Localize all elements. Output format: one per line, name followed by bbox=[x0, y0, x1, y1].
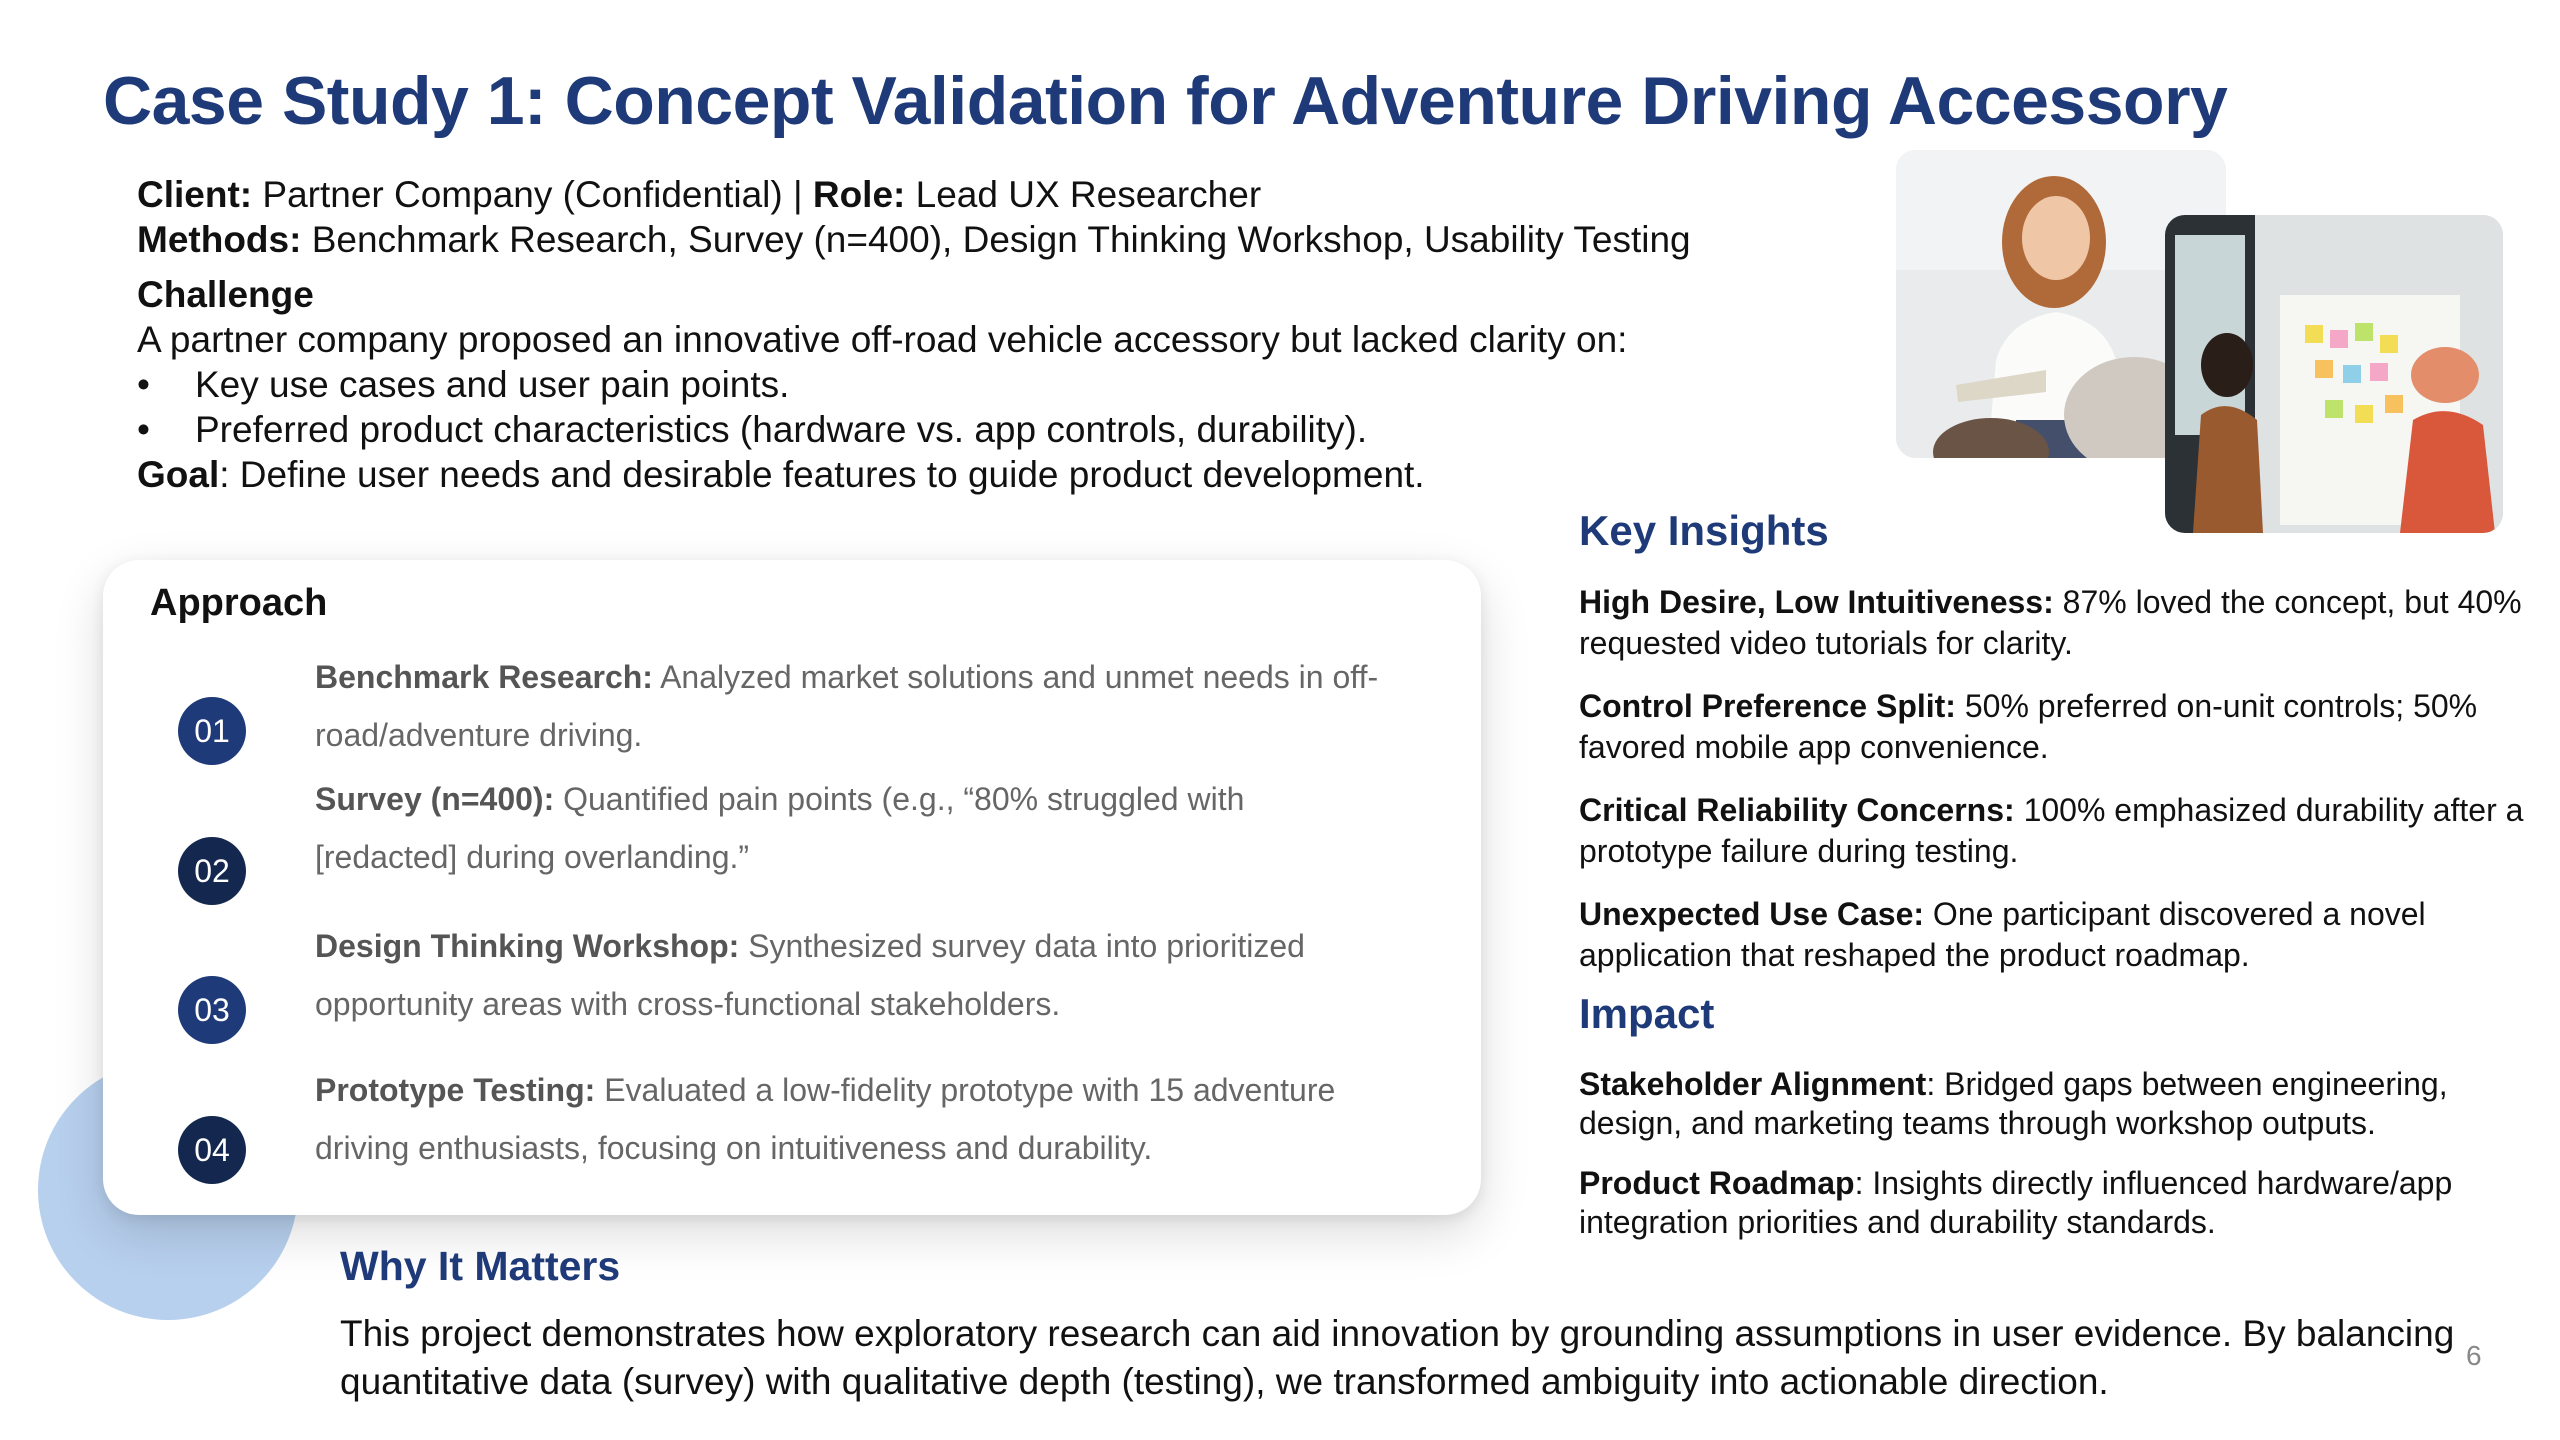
step-number-badge: 04 bbox=[178, 1116, 246, 1184]
step-description: Evaluated a low-fidelity prototype with 15 adventure driving enthusiasts, focusing on intuitiveness and durability. bbox=[315, 1072, 1336, 1166]
why-it-matters-heading: Why It Matters bbox=[340, 1243, 621, 1289]
step-text bbox=[315, 917, 1395, 1033]
step-description: Quantified pain points (e.g., “80% struggled with [redacted] during overlanding.” bbox=[315, 781, 1245, 875]
insight-label: High Desire, Low Intuitiveness: bbox=[1579, 584, 2054, 620]
goal-label: Goal bbox=[137, 454, 220, 495]
step-text bbox=[315, 1061, 1395, 1177]
insight-label: Unexpected Use Case: bbox=[1579, 896, 1925, 932]
challenge-bullet: • Preferred product characteristics (hardware vs. app controls, durability). bbox=[137, 407, 1627, 452]
insight-item bbox=[1579, 894, 2539, 976]
challenge-section bbox=[137, 272, 1627, 497]
step-description: Synthesized survey data into prioritized opportunity areas with cross-functional stakeholders. bbox=[315, 928, 1305, 1022]
goal-line bbox=[137, 452, 1627, 497]
impact-item bbox=[1579, 1164, 2539, 1242]
step-label: Prototype Testing: bbox=[315, 1072, 596, 1108]
insight-text: 50% preferred on-unit controls; 50% favored mobile app convenience. bbox=[1579, 688, 2478, 765]
impact-heading: Impact bbox=[1579, 990, 1715, 1037]
role-value: Lead UX Researcher bbox=[905, 174, 1262, 215]
challenge-bullet: • Key use cases and user pain points. bbox=[137, 362, 1627, 407]
impact-label: Stakeholder Alignment bbox=[1579, 1066, 1927, 1102]
workshop-photo bbox=[2165, 215, 2503, 533]
slide-title: Case Study 1: Concept Validation for Adventure Driving Accessory bbox=[103, 63, 2228, 139]
client-value: Partner Company (Confidential) | bbox=[252, 174, 813, 215]
goal-text: : Define user needs and desirable features to guide product development. bbox=[219, 454, 1425, 495]
approach-title: Approach bbox=[150, 582, 328, 624]
insight-label: Control Preference Split: bbox=[1579, 688, 1956, 724]
approach-card bbox=[103, 560, 1481, 1215]
impact-text: : Insights directly influenced hardware/app integration priorities and durability standards. bbox=[1579, 1165, 2453, 1240]
methods-value: Benchmark Research, Survey (n=400), Design Thinking Workshop, Usability Testing bbox=[301, 219, 1691, 260]
insight-text: 100% emphasized durability after a prototype failure during testing. bbox=[1579, 792, 2524, 869]
impact-item bbox=[1579, 1065, 2539, 1143]
insight-item bbox=[1579, 790, 2539, 872]
step-label: Design Thinking Workshop: bbox=[315, 928, 740, 964]
key-insights-heading: Key Insights bbox=[1579, 507, 1829, 554]
challenge-intro: A partner company proposed an innovative off-road vehicle accessory but lacked clarity on: bbox=[137, 319, 1628, 360]
step-number-badge: 03 bbox=[178, 976, 246, 1044]
methods-label: Methods: bbox=[137, 219, 302, 260]
insight-label: Critical Reliability Concerns: bbox=[1579, 792, 2015, 828]
step-label: Benchmark Research: bbox=[315, 659, 653, 695]
impact-label: Product Roadmap bbox=[1579, 1165, 1855, 1201]
why-it-matters-text: This project demonstrates how exploratory research can aid innovation by grounding assumptions in user evidence. By balancing quantitative data (survey) with qualitative depth (testing), we transformed ambiguity into actionable direction. bbox=[340, 1313, 2455, 1402]
step-text bbox=[315, 648, 1395, 764]
insight-text: One participant discovered a novel application that reshaped the product roadmap. bbox=[1579, 896, 2426, 973]
step-description: Analyzed market solutions and unmet needs in off-road/adventure driving. bbox=[315, 659, 1379, 753]
project-meta bbox=[137, 172, 1691, 262]
methods-line bbox=[137, 217, 1691, 262]
challenge-bullets bbox=[137, 362, 1627, 452]
challenge-heading: Challenge bbox=[137, 274, 314, 315]
insight-item bbox=[1579, 582, 2539, 664]
insight-item bbox=[1579, 686, 2539, 768]
client-role-line bbox=[137, 172, 1691, 217]
step-number-badge: 01 bbox=[178, 697, 246, 765]
impact-text: : Bridged gaps between engineering, design, and marketing teams through workshop outputs. bbox=[1579, 1066, 2448, 1141]
step-label: Survey (n=400): bbox=[315, 781, 555, 817]
role-label: Role: bbox=[812, 174, 906, 215]
client-label: Client: bbox=[137, 174, 253, 215]
page-number: 6 bbox=[2466, 1340, 2482, 1371]
step-text bbox=[315, 770, 1395, 886]
insight-text: 87% loved the concept, but 40% requested video tutorials for clarity. bbox=[1579, 584, 2522, 661]
workshop-photo-illustration bbox=[2165, 215, 2503, 533]
step-number-badge: 02 bbox=[178, 837, 246, 905]
